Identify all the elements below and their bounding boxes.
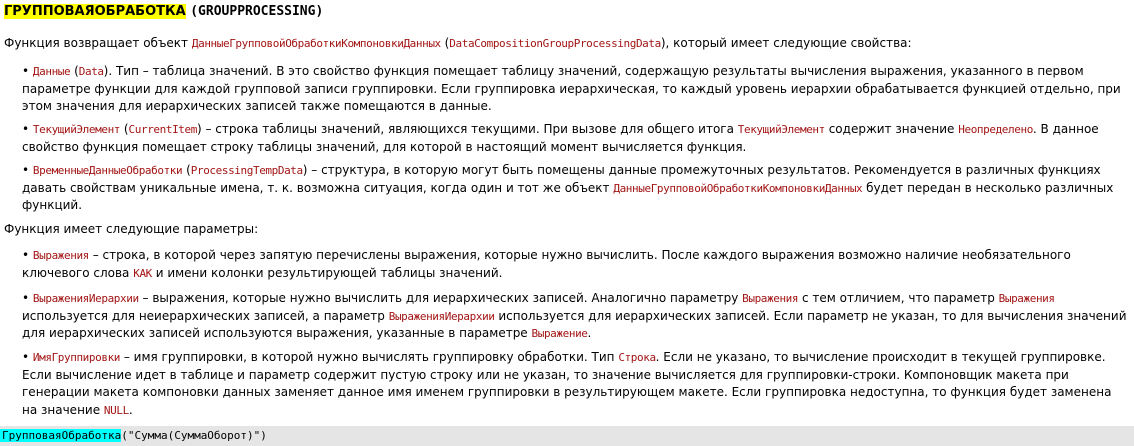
bullet-icon: • xyxy=(22,64,33,78)
param-text: . xyxy=(128,402,133,417)
param-item-grouping-name xyxy=(22,349,1128,419)
intro-text: Функция возвращает объект xyxy=(4,36,192,50)
page-title xyxy=(4,4,323,20)
code-term: Выражения xyxy=(32,249,89,262)
code-term: CurrentItem xyxy=(128,123,197,136)
code-term: ВременныеДанныеОбработки xyxy=(32,164,183,177)
bullet-icon: • xyxy=(22,291,33,305)
param-text: используется для иерархических записей. Если параметр не указан, то для вычисления значений для иерархических записей используются выражения, указанные в параметре xyxy=(22,308,1127,340)
property-text: ( xyxy=(182,163,191,177)
code-term: Выражение xyxy=(531,327,588,340)
param-text: с тем отличием, что параметр xyxy=(798,291,999,305)
param-item-hierarchy-expressions xyxy=(22,290,1128,343)
code-term: Строка xyxy=(618,351,656,364)
bullet-icon: • xyxy=(22,350,33,364)
intro-text: ), который имеет следующие свойства: xyxy=(660,36,912,50)
param-text: . xyxy=(587,326,592,340)
bullet-icon: • xyxy=(22,122,33,136)
property-text: ) – структура, в которую могут быть помещены данные промежуточных результатов. Рекомендуется в различных функциях давать свойствам уникальные имена, т. к. возможна ситуация, когда один и тот же объект xyxy=(22,163,1101,195)
code-arguments: ("Сумма(СуммаОборот)") xyxy=(121,429,267,442)
param-text: – строка, в которой через запятую перечислены выражения, которые нужно вычислить. После каждого выражения возможно наличие необязательного ключевого слова xyxy=(22,248,1071,280)
function-name-highlighted: ГРУППОВАЯОБРАБОТКА xyxy=(4,4,186,19)
param-text: . Если не указано, то вычисление происходит в текущей группировке. Если вычисление идет в таблице и параметр содержит пустую строку или не указан, то значение вычисляется для группировки-строки. Компоновщик макета при генерации макета компоновки данных заменяет данное имя именем группировки в результирующем макете. Если группировка недоступна, то функция будет заменена на значение xyxy=(22,350,1112,417)
code-term: Неопределено xyxy=(958,123,1033,136)
bullet-icon: • xyxy=(22,163,33,177)
property-item-temp-data xyxy=(22,162,1128,215)
code-term: Выражения xyxy=(742,292,799,305)
code-term: ДанныеГрупповойОбработкиКомпоновкиДанных xyxy=(191,37,441,50)
property-text: ( xyxy=(120,122,129,136)
code-term: ВыраженияИерархии xyxy=(32,292,139,305)
intro-text: ( xyxy=(440,36,450,50)
code-term: ИмяГруппировки xyxy=(32,351,121,364)
code-term: ТекущийЭлемент xyxy=(737,123,825,136)
code-term: Data xyxy=(78,65,104,78)
param-text: и имени колонки результирующей таблицы значений. xyxy=(151,265,503,280)
code-term: ProcessingTempData xyxy=(190,164,303,177)
property-text: содержит значение xyxy=(824,122,959,136)
code-example xyxy=(0,426,1134,446)
param-text: – имя группировки, в которой нужно вычислять группировку обработки. Тип xyxy=(120,350,619,364)
code-term: КАК xyxy=(133,266,152,280)
property-text: ) – строка таблицы значений, являющихся текущими. При вызове для общего итога xyxy=(196,122,738,136)
param-text: используется для неиерархических записей, а параметр xyxy=(22,308,389,323)
code-term: ТекущийЭлемент xyxy=(32,123,121,136)
property-text: ). Тип – таблица значений. В это свойство функция помещает таблицу значений, содержащую результаты вычисления выражения, указанного в первом параметре функции для каждой групповой записи группировки. Если группировка иерархическая, то каждый уровень иерархии обрабатывается функцией отдельно, при этом значения для иерархических записей также помещаются в данные. xyxy=(22,64,1121,113)
code-term: Выражения xyxy=(998,292,1055,305)
code-function-name: ГрупповаяОбработка xyxy=(2,429,122,442)
param-text: – выражения, которые нужно вычислить для иерархических записей. Аналогично параметру xyxy=(138,291,743,305)
property-text: . В данное свойство функция помещает строку таблицы значений, для которой в настоящий момент вычисляется функция. xyxy=(22,122,1099,154)
code-term: ДанныеГрупповойОбработкиКомпоновкиДанных xyxy=(613,181,863,195)
code-term: NULL xyxy=(103,403,129,417)
param-item-expressions xyxy=(22,247,1128,282)
function-name-english: (GROUPPROCESSING) xyxy=(190,4,324,19)
property-text: будет передан в несколько различных функций. xyxy=(22,180,1114,212)
intro-paragraph xyxy=(4,35,1128,52)
property-item-data xyxy=(22,63,1128,116)
property-text: ( xyxy=(70,64,79,78)
property-item-current-item xyxy=(22,121,1128,156)
code-term: ВыраженияИерархии xyxy=(388,309,495,323)
bullet-icon: • xyxy=(22,248,33,262)
code-term: DataCompositionGroupProcessingData xyxy=(449,37,661,50)
code-term: Данные xyxy=(32,65,71,78)
params-intro: Функция имеет следующие параметры: xyxy=(4,222,259,236)
